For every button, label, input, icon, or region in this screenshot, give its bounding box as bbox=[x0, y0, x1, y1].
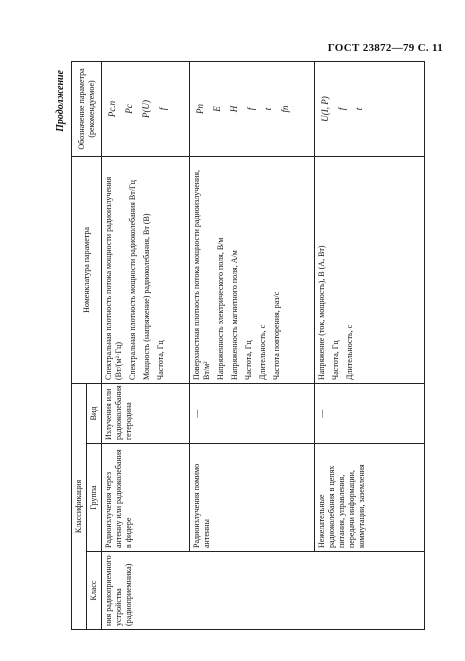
param-item: Частота повторения, раз/с bbox=[272, 291, 281, 380]
params-cell bbox=[102, 156, 190, 383]
symbol-item: E bbox=[212, 106, 222, 112]
page-header: ГОСТ 23872—79 С. 11 bbox=[327, 42, 443, 54]
param-item: Мощность (напряжение) радиоколебания, Вт (В) bbox=[142, 213, 151, 380]
kind-cell: — bbox=[315, 383, 425, 443]
kind-header: Вид bbox=[87, 383, 102, 443]
class-cell: ния радиоприемного устройства (радиоприемника) bbox=[102, 552, 425, 630]
params-cell bbox=[315, 156, 425, 383]
group-cell: Радиоизлучения помимо антенны bbox=[190, 444, 315, 552]
param-item: Длительность, с bbox=[258, 324, 267, 380]
kind-cell: Излучения или радиоколебания гетеродина bbox=[102, 383, 190, 443]
symbol-item: U(I, P) bbox=[320, 96, 330, 122]
rotated-table-region bbox=[55, 62, 430, 630]
symbol-item: t bbox=[263, 107, 273, 111]
class-header: Класс bbox=[87, 552, 102, 630]
param-item: Частота, Гц bbox=[331, 340, 340, 380]
symbols-cell bbox=[315, 61, 425, 156]
classification-header: Классификация bbox=[72, 383, 87, 629]
param-item: Напряжение (ток, мощность), В (А, Вт) bbox=[317, 245, 326, 380]
group-cell: Нежелательные радиоколебания в цепях питания, управления, передачи информации, коммутации, заземления bbox=[315, 444, 425, 552]
group-cell: Радиоизлучения через антенну или радиоколебания в фидере bbox=[102, 444, 190, 552]
param-item: Напряженность электрического поля, В/м bbox=[216, 237, 225, 380]
param-item: Длительность, с bbox=[345, 324, 354, 380]
param-item: Частота, Гц bbox=[156, 340, 165, 380]
param-item: Частота, Гц bbox=[244, 340, 253, 380]
symbol-item: t bbox=[354, 107, 364, 111]
symbol-header: Обозначение параметра (рекомендуемое) bbox=[72, 61, 102, 156]
kind-cell: — bbox=[190, 383, 315, 443]
group-header: Группа bbox=[87, 444, 102, 552]
continuation-label: Продолжение bbox=[55, 70, 66, 132]
nomenclature-header: Номенклатура параметра bbox=[72, 156, 102, 383]
param-item: Спектральная плотность потока мощности радиоизлучения (Вт/(м²·Гц) bbox=[104, 176, 123, 380]
param-item: Поверхностная плотность потока мощности радиоизлучения, Вт/м² bbox=[192, 169, 211, 380]
parameter-table bbox=[71, 61, 425, 630]
symbol-item: Pс bbox=[124, 104, 134, 114]
param-item: Спектральная плотность мощности радиоколебания Вт/Гц bbox=[128, 180, 137, 380]
symbols-cell bbox=[102, 61, 190, 156]
param-item: Напряженность магнитного поля, А/м bbox=[230, 250, 239, 380]
symbol-item: fп bbox=[280, 105, 290, 113]
symbol-item: Pс.п bbox=[107, 100, 117, 118]
symbol-item: Pп bbox=[195, 103, 205, 114]
symbol-item: f bbox=[158, 107, 168, 111]
symbol-item: P(U) bbox=[141, 99, 151, 118]
symbol-item: f bbox=[246, 107, 256, 111]
symbol-item: H bbox=[229, 105, 239, 113]
symbol-item: f bbox=[337, 107, 347, 111]
table-row bbox=[315, 61, 425, 629]
symbols-cell bbox=[190, 61, 315, 156]
table-row bbox=[190, 61, 315, 629]
params-cell bbox=[190, 156, 315, 383]
table-row bbox=[102, 61, 190, 629]
